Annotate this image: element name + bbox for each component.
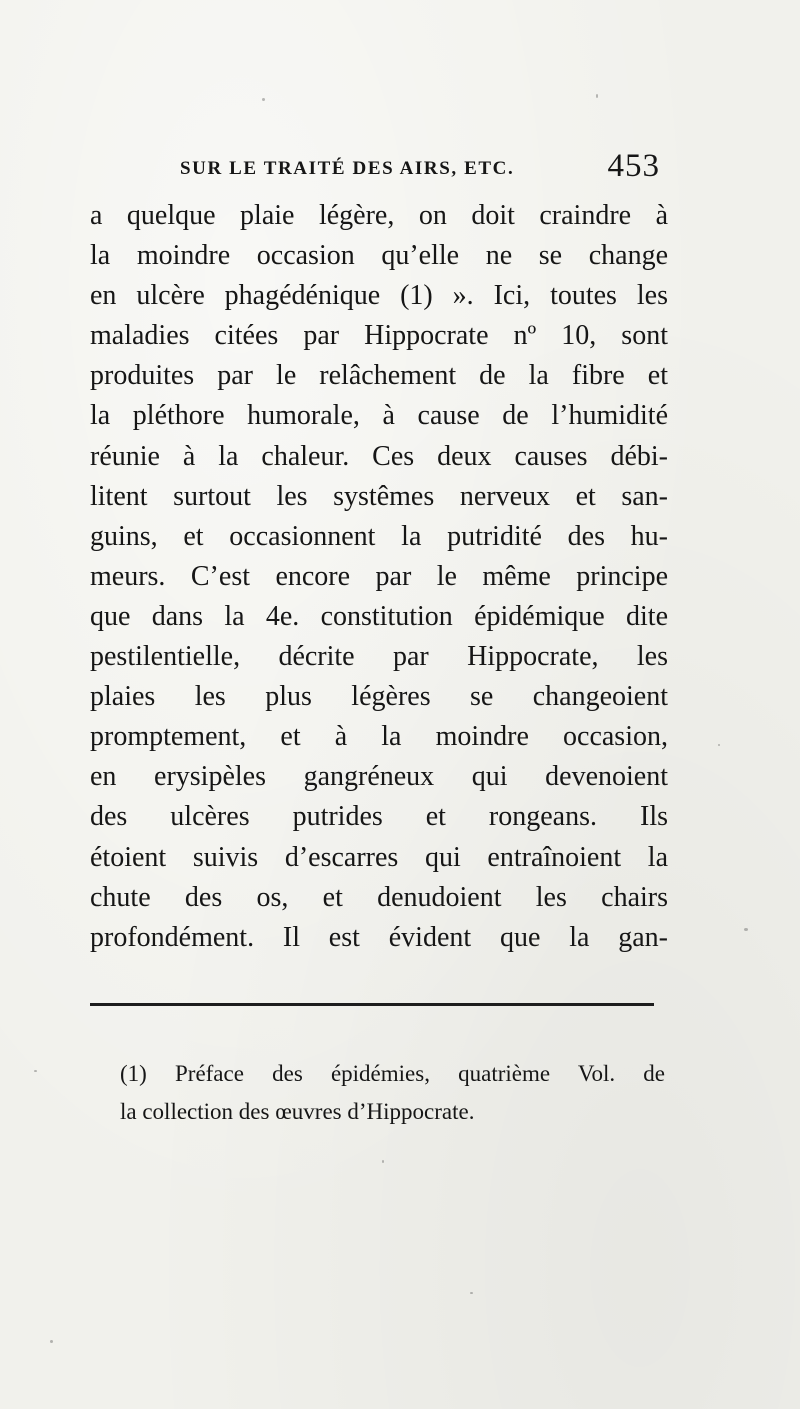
text-line: la pléthore humorale, à cause de l’humidité [90,400,668,432]
text-line: profondément. Il est évident que la gan- [90,921,668,953]
text-line: litent surtout les systêmes nerveux et san- [90,480,668,512]
running-head [180,148,660,188]
footnote-line: (1) Préface des épidémies, quatrième Vol. de [120,1061,665,1086]
paper-speck [470,1292,473,1294]
text-line: plaies les plus légères se changeoient [90,681,668,713]
text-line: pestilentielle, décrite par Hippocrate, les [90,641,668,673]
paper-speck [382,1160,384,1163]
text-line: guins, et occasionnent la putridité des hu- [90,520,668,552]
text-line: produites par le relâchement de la fibre et [90,360,668,392]
text-line: en ulcère phagédénique (1) ». Ici, toutes les [90,280,668,312]
text-line: que dans la 4e. constitution épidémique dite [90,600,668,632]
text-line: promptement, et à la moindre occasion, [90,721,668,753]
text-line: la moindre occasion qu’elle ne se change [90,240,668,272]
footnote-line: la collection des œuvres d’Hippocrate. [120,1099,475,1124]
text-line: en erysipèles gangréneux qui devenoient [90,761,668,793]
footnote-divider [90,1003,654,1006]
paper-speck [262,98,265,101]
paper-speck [744,928,748,931]
text-line: a quelque plaie légère, on doit craindre à [90,200,668,231]
paper-speck [50,1340,53,1343]
page-number: 453 [607,148,660,184]
body-text [90,196,668,958]
running-title: SUR LE TRAITÉ DES AIRS, ETC. [180,158,515,179]
text-line: maladies citées par Hippocrate nº 10, sont [90,320,668,352]
text-line: des ulcères putrides et rongeans. Ils [90,801,668,833]
paper-speck [718,744,720,746]
text-line: étoient suivis d’escarres qui entraînoient la [90,841,668,873]
text-line: chute des os, et denudoient les chairs [90,881,668,913]
footnote [120,1055,665,1131]
paper-speck [596,94,598,98]
text-line: meurs. C’est encore par le même principe [90,560,668,592]
text-line: réunie à la chaleur. Ces deux causes débi- [90,440,668,472]
paper-speck [34,1070,37,1072]
